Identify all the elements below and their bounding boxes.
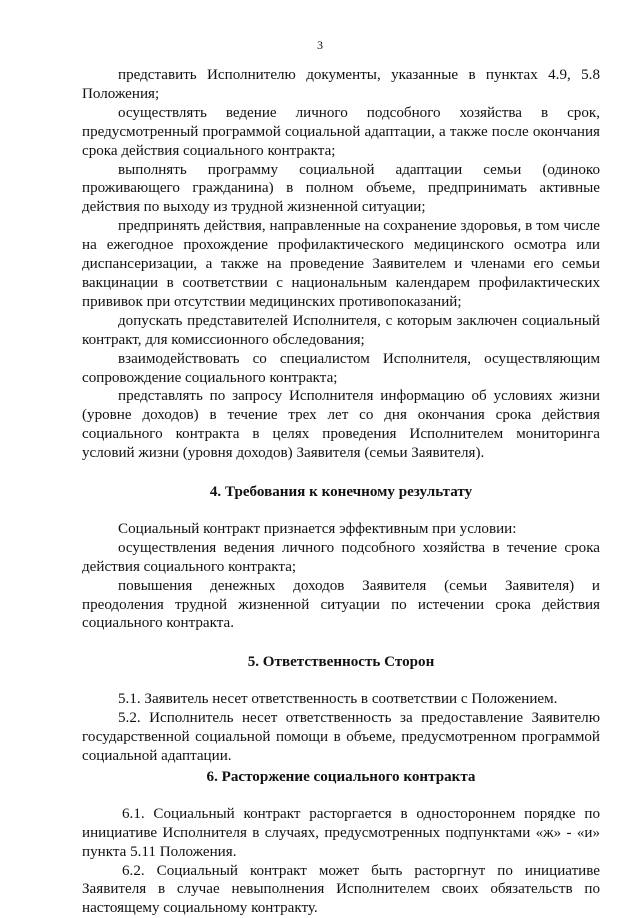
section-4-intro: Социальный контракт признается эффективным при условии:	[118, 520, 517, 537]
section-6-item: 6.1. Социальный контракт расторгается в одностороннем порядке по инициативе Исполнителя в случаях, предусмотренных подпунктами «ж» - «и» пункта 5.11 Положения.	[82, 805, 600, 860]
section-5-heading: 5. Ответственность Сторон	[247, 654, 435, 671]
obligation-item: предпринять действия, направленные на сохранение здоровья, в том числе на ежегодное прохождение профилактического медицинского осмотра или диспансеризации, а также на проведение Заявителем и членами его семьи вакцинации в соответствии с национальным календарем профилактических прививок при отсутствии медицинских противопоказаний;	[82, 218, 600, 310]
obligation-item: осуществлять ведение личного подсобного хозяйства в срок, предусмотренный программой социальной адаптации, а также после окончания срока действия социального контракта;	[82, 104, 600, 159]
obligation-item: представлять по запросу Исполнителя информацию об условиях жизни (уровне доходов) в течение трех лет со дня окончания срока действия социального контракта в целях проведения Исполнителем мониторинга условий жизни (уровня доходов) Заявителя (семьи Заявителя).	[82, 388, 600, 462]
section-4-item: повышения денежных доходов Заявителя (семьи Заявителя) и преодоления трудной жизненной ситуации по истечении срока действия социального контракта.	[82, 577, 600, 632]
obligation-item: представить Исполнителю документы, указанные в пунктах 4.9, 5.8 Положения;	[82, 67, 600, 102]
section-5-item: 5.1. Заявитель несет ответственность в соответствии с Положением.	[118, 691, 558, 708]
document-body	[82, 66, 600, 918]
obligation-item: допускать представителей Исполнителя, с которым заключен социальный контракт, для комиссионного обследования;	[82, 312, 600, 348]
section-4-item: осуществления ведения личного подсобного хозяйства в течение срока действия социального контракта;	[82, 539, 600, 575]
section-4-heading: 4. Требования к конечному результату	[209, 484, 473, 501]
obligation-item: выполнять программу социальной адаптации семьи (одиноко проживающего гражданина) в полном объеме, предпринимать активные действия по выходу из трудной жизненной ситуации;	[82, 161, 600, 216]
section-6-item: 6.2. Социальный контракт может быть расторгнут по инициативе Заявителя в случае невыполнения Исполнителем своих обязательств по настоящему социальному контракту.	[82, 862, 600, 917]
section-5-item: 5.2. Исполнитель несет ответственность за предоставление Заявителю государственной социальной помощи в объеме, предусмотренном программой социальной адаптации.	[82, 710, 600, 764]
page-number: 3	[317, 38, 323, 52]
obligation-item: взаимодействовать со специалистом Исполнителя, осуществляющим сопровождение социального контракта;	[82, 350, 600, 386]
section-6-heading: 6. Расторжение социального контракта	[206, 768, 476, 785]
